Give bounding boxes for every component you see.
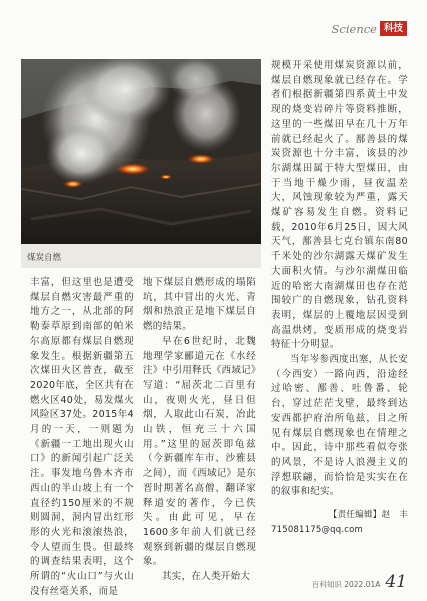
section-badge: 科技 (380, 21, 407, 36)
paragraph: 早在6世纪时，北魏地理学家郦道元在《水经注》中引用释氏《西域记》写道：“屈茨北二百里有山，夜则火光，昼日但烟，人取此山石炭，冶此山铁，恒充三十六国用。”这里的屈茨即龟兹（今新疆库车市、沙雅县之间），而《西域记》是东晋时期著名高僧、翻译家释道安的著作，今已佚失。由此可见，早在1600多年前人们就已经观察到新疆的煤层自燃现象。 (143, 335, 256, 568)
text-column-3 (271, 59, 408, 538)
paragraph: 规模开采使用煤炭资源以前，煤层自燃现象就已经存在。学者们根据新疆第四系黄土中发现的烧变岩碎片等资料推断，这里的一些煤田早在几十万年前就已经起火了。鄯善县的煤炭资源也十分丰富，该县的沙尔湖煤田属于特大型煤田，由于当地干燥少雨，昼夜温差大，风蚀现象较为严重，露天煤矿容易发生自燃。资料记载，2010年6月25日，因大风天气，鄯善县七克台镇东南80千米处的沙尔湖露天煤矿发生大面积火情。与沙尔湖煤田临近的哈密大南湖煤田也存在范围较广的自燃现象，钻孔资料表明，煤层的上覆地层因受到高温烘烤，变质形成的烧变岩特征十分明显。 (271, 60, 408, 351)
section-title-en: Science (331, 21, 377, 36)
paragraph: 当年岑参西度出塞，从长安（今西安）一路向西，沿途经过哈密、鄯善、吐鲁番、轮台，穿过茫茫戈壁，最终到达安西都护府治所龟兹，目之所见有煤层自燃现象也在情理之中。因此，诗中那些看似夸张的风景，不是诗人浪漫主义的浮想联翩，而恰恰是实实在在的叙事和纪实。 (271, 354, 408, 498)
text-column-1 (30, 276, 134, 599)
paragraph: 其实，在人类开始大 (162, 571, 251, 583)
page-number: 41 (385, 572, 407, 592)
paragraph: 丰富，但这里也是遭受煤层自燃灾害最严重的地方之一，从北部的阿勒泰草原到南部的帕米尔高原都有煤层自燃现象发生。根据新疆第五次煤田火区普查，截至2020年底，全区共有在燃火区40处，易发煤火风险区37处。2015年4月的一天，一则题为《新疆一工地出现火山口》的新闻引起广泛关注。事发地乌鲁木齐市西山的半山坡上有一个直径约150厘米的不规则圆洞，洞内冒出红形形的火光和滚滚热浪，令人望而生畏。但最终的调查结果表明，这个所谓的“火山口”与火山没有丝毫关系，而是 (30, 277, 134, 597)
editor-credit: 【责任编辑】赵 丰 (328, 510, 408, 521)
paragraph: 地下煤层自燃形成的塌陷坑，其中冒出的火光、青烟和热浪正是地下煤层自燃的结果。 (143, 277, 256, 333)
magazine-issue: 百科知识 2022.01A (311, 580, 381, 589)
text-column-2 (143, 276, 256, 585)
page-footer (312, 572, 407, 592)
coal-fire-photo (21, 59, 261, 244)
editor-email: 715081175@qq.com (271, 524, 364, 535)
photo-caption-bar (21, 244, 261, 268)
section-header (332, 21, 407, 36)
photo-caption: 煤炭自燃 (27, 253, 62, 263)
